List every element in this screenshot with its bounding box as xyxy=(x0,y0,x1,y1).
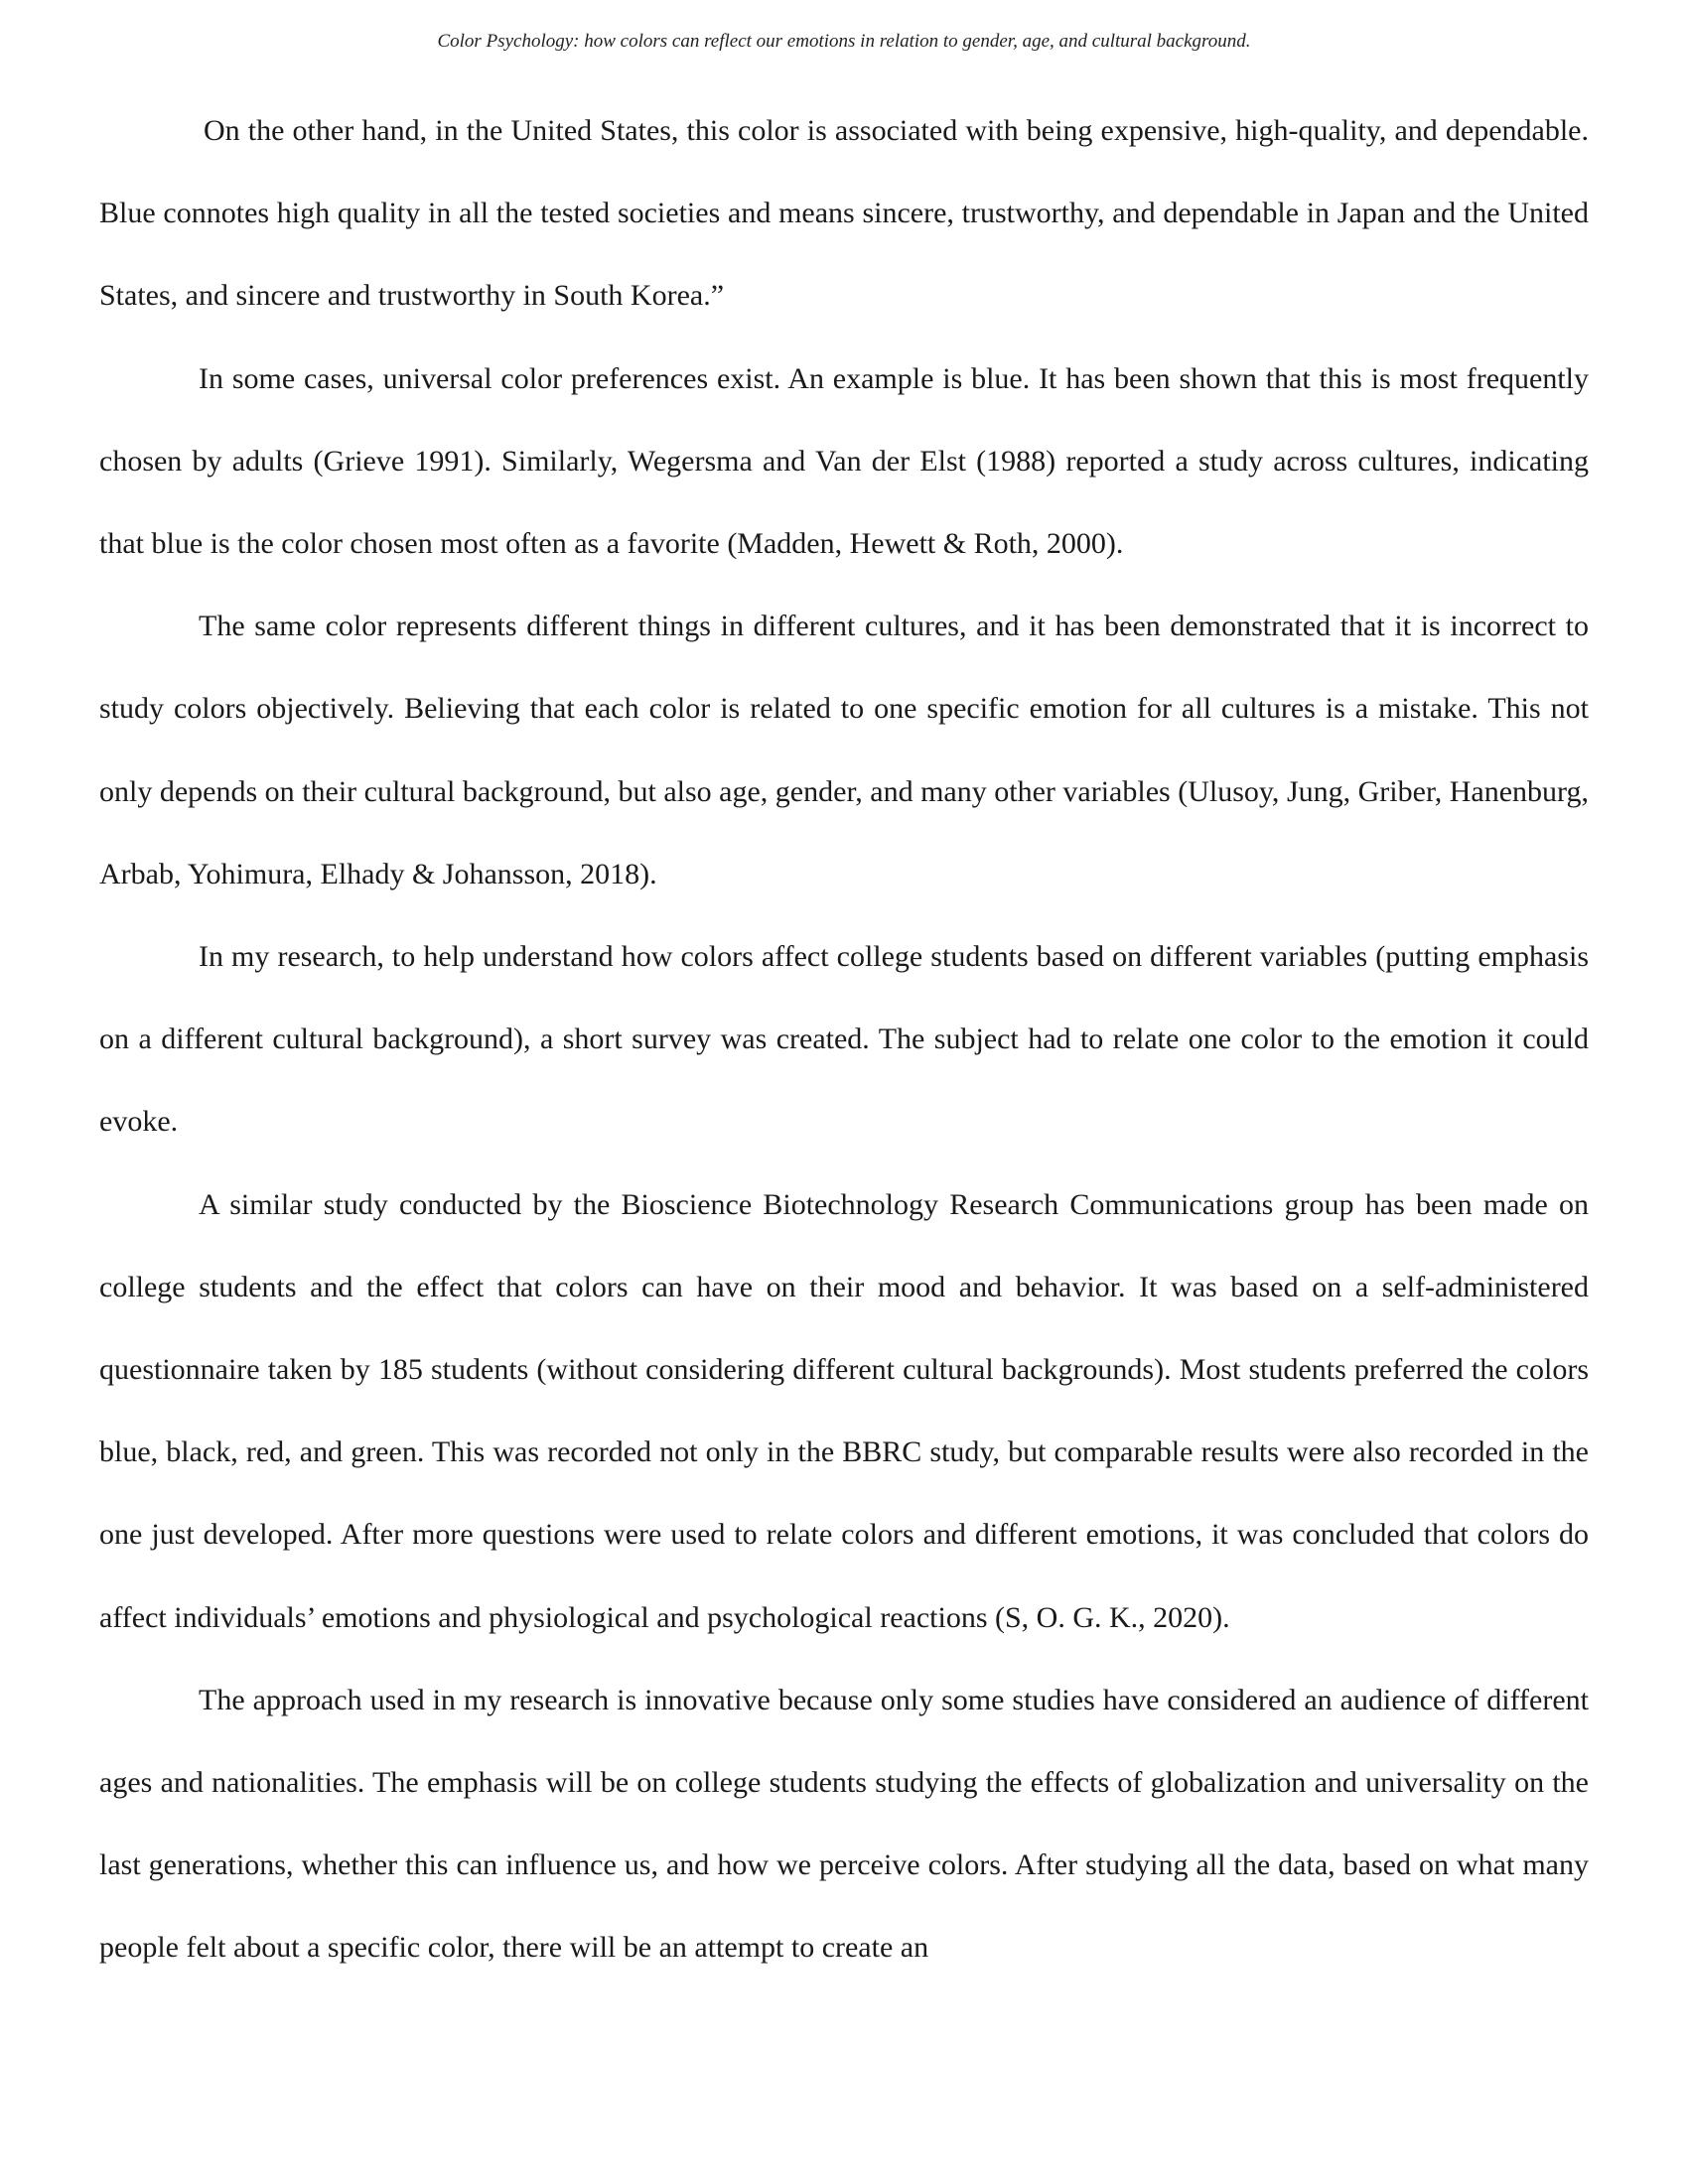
paragraph-survey-method: In my research, to help understand how colors affect college students based on different variables (putting emphasis on a different cultural background), a short survey was created. The subject had to relate one color to the emotion it could evoke. xyxy=(99,940,1589,1139)
paragraph-universal-preferences: In some cases, universal color preferences exist. An example is blue. It has been shown that this is most frequently chosen by adults (Grieve 1991). Similarly, Wegersma and Van der Elst (1988) reported a study across cultures, indicating that blue is the color chosen most often as a favorite (Madden, Hewett & Roth, 2000). xyxy=(99,361,1589,561)
paragraph-blue-associations: On the other hand, in the United States, this color is associated with being expensive, high-quality, and dependable. Blue connotes high quality in all the tested societies and means sincere, trustworthy, and dependable in Japan and the United States, and sincere and trustworthy in South Korea.” xyxy=(99,114,1589,313)
paragraph-research-approach: The approach used in my research is innovative because only some studies have considered an audience of different ages and nationalities. The emphasis will be on college students studying the effects of globalization and universality on the last generations, whether this can influence us, and how we perceive colors. After studying all the data, based on what many people felt about a specific color, there will be an attempt to create an xyxy=(99,1683,1589,1965)
body-text xyxy=(99,89,1589,1989)
paragraph-cultural-differences: The same color represents different things in different cultures, and it has been demonstrated that it is incorrect to study colors objectively. Believing that each color is related to one specific emotion for all cultures is a mistake. This not only depends on their cultural background, but also age, gender, and many other variables (Ulusoy, Jung, Griber, Hanenburg, Arbab, Yohimura, Elhady & Johansson, 2018). xyxy=(99,610,1589,890)
running-header: Color Psychology: how colors can reflect our emotions in relation to gender, age, and cultural background. xyxy=(437,31,1251,52)
paragraph-bbrc-study: A similar study conducted by the Bioscience Biotechnology Research Communications group has been made on college students and the effect that colors can have on their mood and behavior. It was based on a self-administered questionnaire taken by 185 students (without considering different cultural backgrounds). Most students preferred the colors blue, black, red, and green. This was recorded not only in the BBRC study, but comparable results were also recorded in the one just developed. After more questions were used to relate colors and different emotions, it was concluded that colors do affect individuals’ emotions and physiological and psychological reactions (S, O. G. K., 2020). xyxy=(99,1187,1589,1634)
